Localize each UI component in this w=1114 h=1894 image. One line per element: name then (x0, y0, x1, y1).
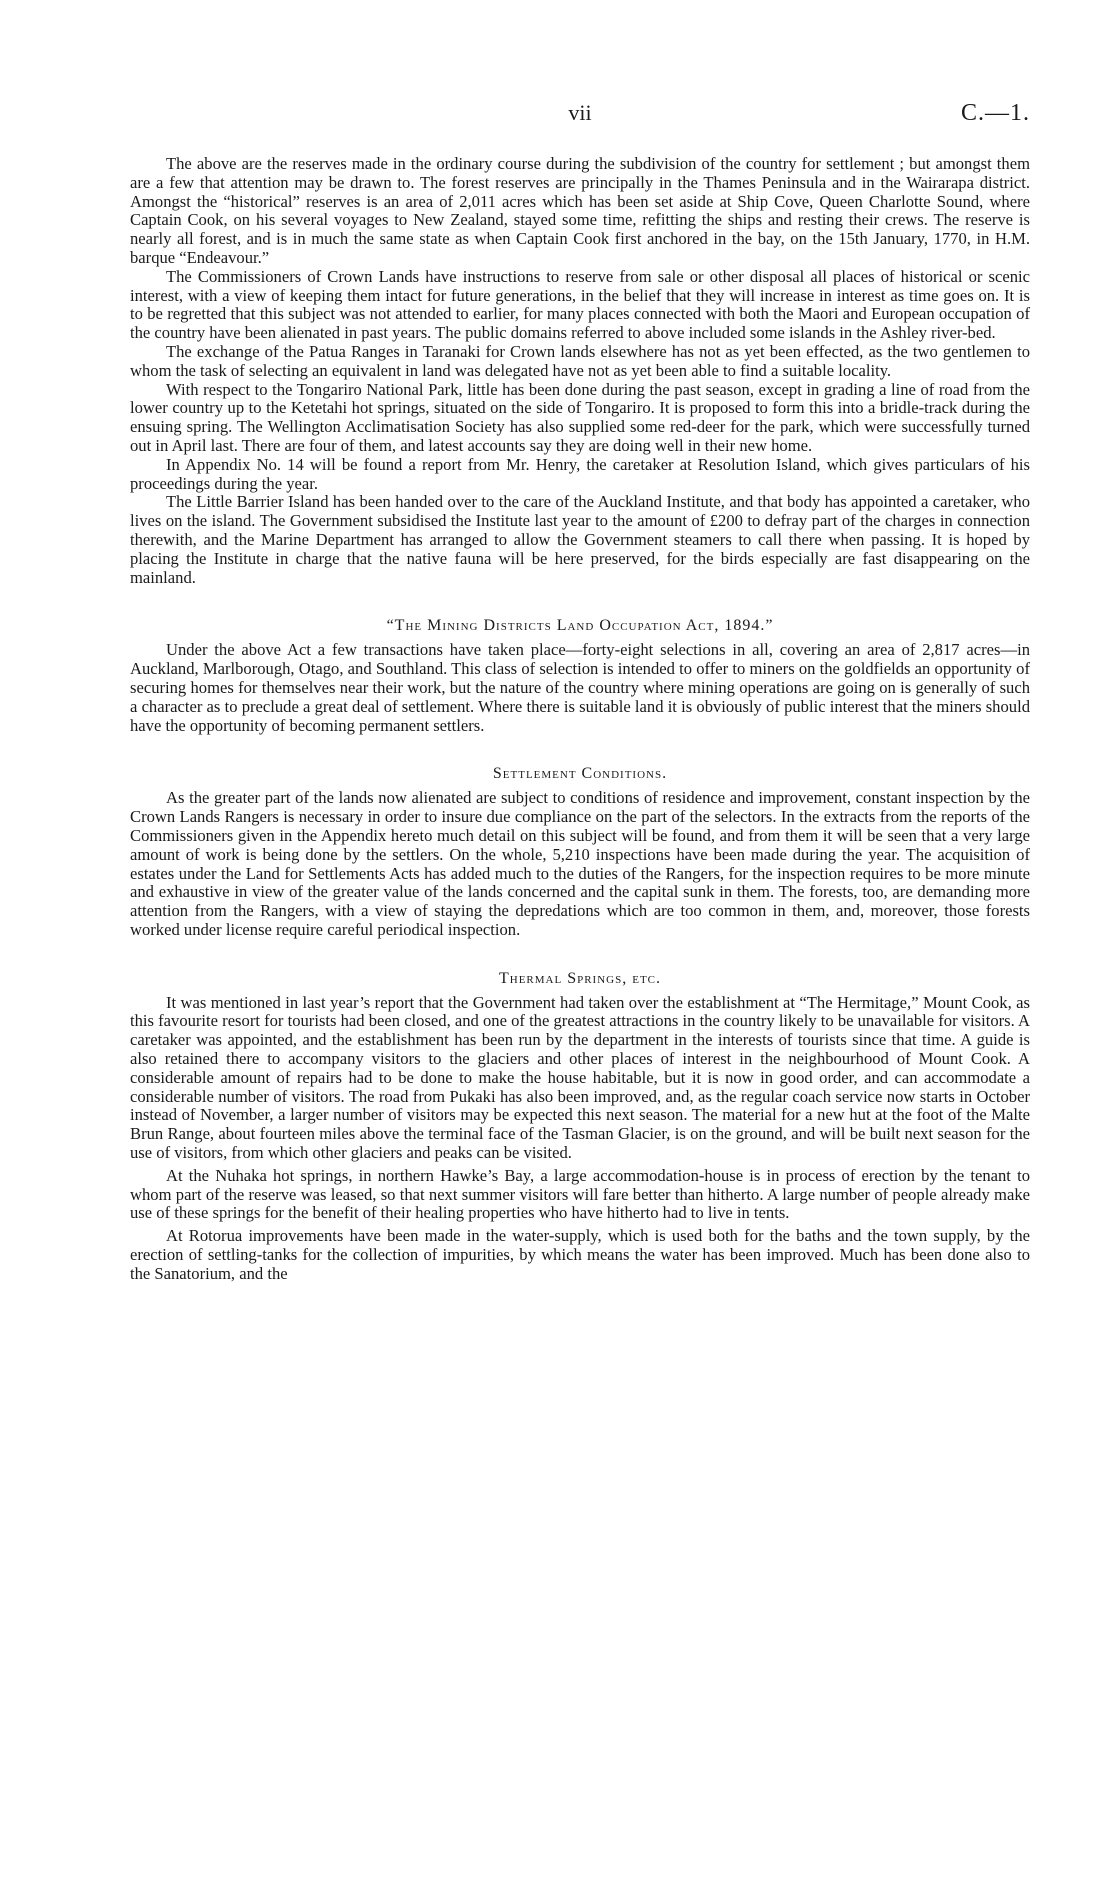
document-reference: C.—1. (960, 100, 1030, 126)
section-heading-mining-act: “The Mining Districts Land Occupation Act, 1894.” (386, 617, 774, 635)
paragraph-rotorua: At Rotorua improvements have been made in the water-supply, which is used both for the baths and the town supply, by the erection of settling-tanks for the collection of impurities, by which means the water has been improved. Much has been done also to the Sanatorium, and the (130, 1226, 1030, 1283)
paragraph-settlement-conditions: As the greater part of the lands now alienated are subject to conditions of residence and improvement, constant inspection by the Crown Lands Rangers is necessary in order to insure due compliance on the part of the selectors. In the extracts from the reports of the Commissioners given in the Appendix hereto much detail on this subject will be found, and from them it will be seen that a very large amount of work is being done by the settlers. On the whole, 5,210 inspections have been made during the year. The acquisition of estates under the Land for Settlements Acts has added much to the duties of the Rangers, for the inspection requires to be more minute and exhaustive in view of the greater value of the lands concerned and the capital sunk in them. The forests, too, are demanding more attention from the Rangers, with a view of staying the depredations which are too common in them, and, moreover, those forests worked under license require careful periodical inspection. (130, 788, 1030, 939)
paragraph-little-barrier-island: The Little Barrier Island has been handed over to the care of the Auckland Institute, and that body has appointed a caretaker, who lives on the island. The Government subsidised the Institute last year to the amount of £200 to defray part of the charges in connection therewith, and the Marine Department has arranged to allow the Government steamers to call there when passing. It is hoped by placing the Institute in charge that the native fauna will be here preserved, for the birds especially are fast disappearing on the mainland. (130, 492, 1030, 587)
paragraph-hermitage: It was mentioned in last year’s report that the Government had taken over the establishment at “The Hermitage,” Mount Cook, as this favourite resort for tourists had been closed, and one of the greatest attractions in the country likely to be unavailable for visitors. A caretaker was appointed, and the establishment has been run by the department in the interests of tourists since that time. A guide is also retained there to accompany visitors to the glaciers and other places of interest in the neighbourhood of Mount Cook. A considerable amount of repairs had to be done to make the house habitable, but it is now in good order, and can accommodate a considerable number of visitors. The road from Pukaki has also been improved, and, as the regular coach service now starts in October instead of November, a larger number of visitors may be expected this next season. The material for a new hut at the foot of the Malte Brun Range, about fourteen miles above the terminal face of the Tasman Glacier, is on the ground, and will be built next season for the use of visitors, from which other glaciers and peaks can be visited. (130, 992, 1030, 1163)
paragraph-patua-ranges: The exchange of the Patua Ranges in Taranaki for Crown lands elsewhere has not as yet been effected, as the two gentlemen to whom the task of selecting an equivalent in land was delegated have not as yet been able to find a suitable locality. (130, 341, 1030, 380)
paragraph-mining-act: Under the above Act a few transactions have taken place—forty-eight selections in all, covering an area of 2,817 acres—in Auckland, Marlborough, Otago, and Southland. This class of selection is intended to offer to miners on the goldfields an opportunity of securing homes for themselves near their work, but the nature of the country where mining operations are going on is generally of such a character as to preclude a great deal of settlement. Where there is suitable land it is obviously of public interest that the miners should have the opportunity of becoming permanent settlers. (130, 640, 1030, 735)
paragraph-resolution-island: In Appendix No. 14 will be found a report from Mr. Henry, the caretaker at Resolution Island, which gives particulars of his proceedings during the year. (130, 454, 1030, 493)
section-heading-thermal-springs: Thermal Springs, etc. (498, 969, 661, 987)
page-header (130, 100, 1030, 136)
section-heading-settlement-conditions: Settlement Conditions. (492, 765, 668, 783)
paragraph-historical-reserves: The above are the reserves made in the ordinary course during the subdivision of the country for settlement ; but amongst them are a few that attention may be drawn to. The forest reserves are principally in the Thames Peninsula and in the Wairarapa district. Amongst the “historical” reserves is an area of 2,011 acres which has been set aside at Ship Cove, Queen Charlotte Sound, where Captain Cook, on his several voyages to New Zealand, stayed some time, refitting the ships and resting their crews. The reserve is nearly all forest, and is in much the same state as when Captain Cook first anchored in the bay, on the 15th January, 1770, in H.M. barque “Endeavour.” (130, 154, 1030, 267)
page-number: vii (568, 100, 592, 125)
paragraph-commissioners-instructions: The Commissioners of Crown Lands have instructions to reserve from sale or other disposal all places of historical or scenic interest, with a view of keeping them intact for future generations, in the belief that they will increase in interest as time goes on. It is to be regretted that this subject was not attended to earlier, for many places connected with both the Maori and European occupation of the country have been alienated in past years. The public domains referred to above included some islands in the Ashley river-bed. (130, 266, 1030, 343)
paragraph-tongariro-park: With respect to the Tongariro National Park, little has been done during the past season, except in grading a line of road from the lower country up to the Ketetahi hot springs, situated on the side of Tongariro. It is proposed to form this into a bridle-track during the ensuing spring. The Wellington Acclimatisation Society has also supplied some red-deer for the park, which were successfully turned out in April last. There are four of them, and latest accounts say they are doing well in their new home. (130, 379, 1030, 455)
document-body (130, 155, 1030, 1284)
paragraph-nuhaka-springs: At the Nuhaka hot springs, in northern Hawke’s Bay, a large accommodation-house is in process of erection by the tenant to whom part of the reserve was leased, so that next summer visitors will fare better than hitherto. A large number of people already make use of these springs for the benefit of their healing properties who have hitherto had to live in tents. (130, 1165, 1030, 1223)
